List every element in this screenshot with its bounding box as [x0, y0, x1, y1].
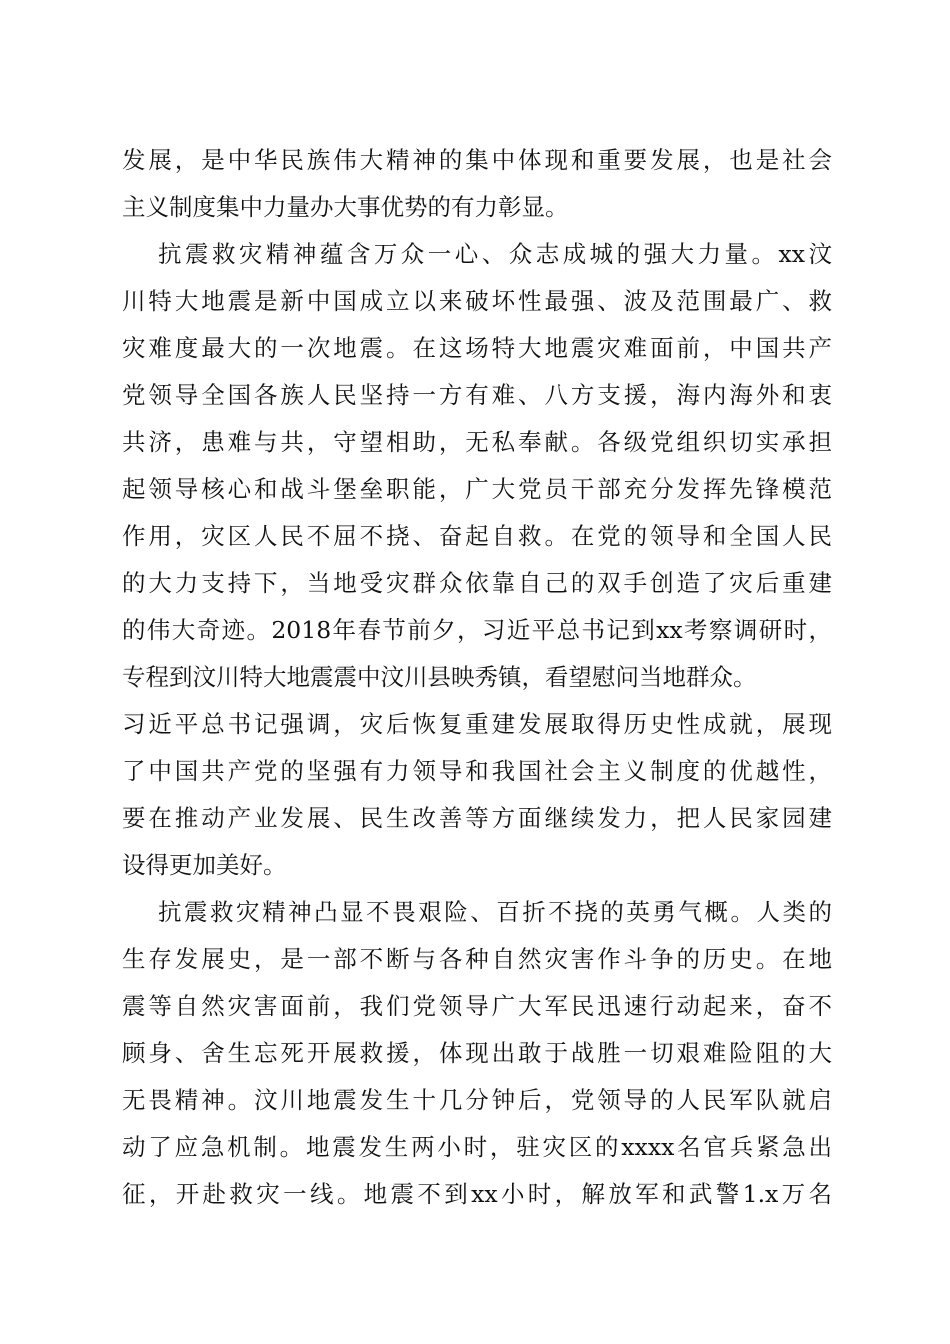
text-line: 生存发展史，是一部不断与各种自然灾害作斗争的历史。在地	[122, 945, 832, 973]
text-line: 无畏精神。汶川地震发生十几分钟后，党领导的人民军队就启	[122, 1086, 832, 1114]
text-line: 征，开赴救灾一线。地震不到xx小时，解放军和武警1.x万名	[122, 1180, 832, 1208]
text-line: 要在推动产业发展、民生改善等方面继续发力，把人民家园建	[122, 804, 832, 832]
text-line: 共济，患难与共，守望相助，无私奉献。各级党组织切实承担	[122, 428, 832, 456]
text-line: 川特大地震是新中国成立以来破坏性最强、波及范围最广、救	[122, 287, 832, 315]
text-line: 抗震救灾精神蕴含万众一心、众志成城的强大力量。xx汶	[158, 240, 832, 268]
text-line: 主义制度集中力量办大事优势的有力彰显。	[122, 193, 569, 221]
text-line: 抗震救灾精神凸显不畏艰险、百折不挠的英勇气概。人类的	[158, 898, 832, 926]
text-line: 习近平总书记强调，灾后恢复重建发展取得历史性成就，展现	[122, 710, 832, 738]
text-line: 的伟大奇迹。2018年春节前夕，习近平总书记到xx考察调研时，	[122, 616, 832, 644]
text-line: 灾难度最大的一次地震。在这场特大地震灾难面前，中国共产	[122, 334, 832, 362]
text-line: 作用，灾区人民不屈不挠、奋起自救。在党的领导和全国人民	[122, 522, 832, 550]
text-line: 震等自然灾害面前，我们党领导广大军民迅速行动起来，奋不	[122, 992, 832, 1020]
text-line: 顾身、舍生忘死开展救援，体现出敢于战胜一切艰难险阻的大	[122, 1039, 832, 1067]
text-line: 设得更加美好。	[122, 851, 287, 879]
text-line: 起领导核心和战斗堡垒职能，广大党员干部充分发挥先锋模范	[122, 475, 832, 503]
text-line: 动了应急机制。地震发生两小时，驻灾区的xxxx名官兵紧急出	[122, 1133, 832, 1161]
text-line: 专程到汶川特大地震震中汶川县映秀镇，看望慰问当地群众。	[122, 663, 757, 691]
text-line: 了中国共产党的坚强有力领导和我国社会主义制度的优越性，	[122, 757, 832, 785]
text-line: 发展，是中华民族伟大精神的集中体现和重要发展，也是社会	[122, 146, 832, 174]
text-line: 党领导全国各族人民坚持一方有难、八方支援，海内海外和衷	[122, 381, 832, 409]
text-line: 的大力支持下，当地受灾群众依靠自己的双手创造了灾后重建	[122, 569, 832, 597]
